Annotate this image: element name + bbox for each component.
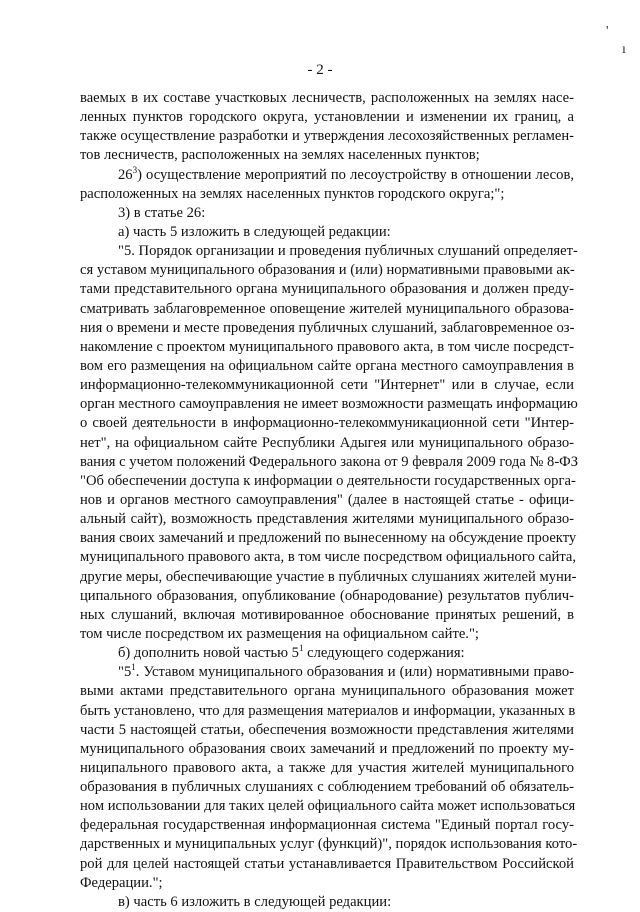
text-segment: б) дополнить новой частью 5 — [118, 645, 299, 662]
text-line — [80, 491, 574, 510]
text-line — [80, 625, 574, 644]
text-line — [80, 204, 574, 223]
text-line — [80, 242, 578, 261]
text-segment: другие меры, обеспечивающие участие в публичных слушаниях жителей муни- — [80, 568, 577, 585]
text-segment: дарственных и муниципальных услуг (функций)", порядок использования кото- — [80, 836, 578, 853]
text-line — [80, 568, 577, 587]
text-line — [80, 663, 574, 682]
text-line — [80, 261, 574, 280]
text-line — [80, 721, 574, 740]
text-segment: орган местного самоуправления не имеет возможности размещать информацию — [80, 396, 578, 413]
text-line — [80, 89, 574, 108]
text-segment: тами представительного органа муниципального образования и должен преду- — [80, 281, 574, 298]
text-line — [80, 874, 574, 893]
text-segment: информационно-телекоммуникационной сети "Интернет" или в случае, если — [80, 377, 574, 394]
text-line — [80, 357, 574, 376]
text-segment: выми актами представительного органа муниципального образования может — [80, 683, 574, 700]
text-segment: ленных пунктов городского округа, установлении и изменении их границ, а — [80, 109, 574, 126]
text-segment: вания своих замечаний и предложений по вынесенному на обсуждение проекту — [80, 530, 577, 547]
scan-mark: ' — [606, 24, 609, 39]
text-line — [80, 682, 574, 701]
text-line — [80, 816, 574, 835]
text-segment: ном использовании для таких целей официального сайта может использоваться — [80, 798, 576, 815]
text-line — [80, 127, 574, 146]
text-segment: сматривать заблаговременное оповещение жителей муниципального образова- — [80, 300, 574, 317]
text-segment: федеральная государственная информационная система "Единый портал госу- — [80, 817, 574, 834]
superscript: 3 — [132, 164, 138, 175]
text-segment: 26 — [118, 166, 133, 183]
text-line — [80, 300, 574, 319]
text-line — [80, 185, 574, 204]
text-line — [80, 472, 574, 491]
text-segment: а) часть 5 изложить в следующей редакции: — [118, 223, 391, 240]
text-segment: вом его размещения на официальном сайте органа местного самоуправления в — [80, 357, 574, 374]
text-line — [80, 587, 574, 606]
text-line — [80, 108, 574, 127]
text-line — [80, 702, 574, 721]
text-line — [80, 338, 574, 357]
text-line — [80, 414, 574, 433]
text-segment: также осуществление разработки и утверждения лесохозяйственных регламен- — [80, 128, 574, 145]
text-segment: "5. Порядок организации и проведения публичных слушаний определяет- — [118, 243, 578, 260]
text-line — [80, 510, 574, 529]
text-segment: вания с учетом положений Федерального закона от 9 февраля 2009 года № 8-ФЗ — [80, 453, 579, 470]
text-line — [80, 434, 574, 453]
text-line — [80, 395, 578, 414]
text-segment: расположенных на землях населенных пунктов городского округа;"; — [80, 185, 505, 202]
text-segment: муниципального образования своих замечаний и предложений по проекту му- — [80, 740, 574, 757]
text-segment: "5 — [118, 664, 132, 681]
text-line — [80, 453, 579, 472]
text-segment: ных слушаний, включая мотивированное обоснование принятых решений, в — [80, 606, 574, 623]
text-segment: образования в публичных слушаниях с соблюдением требований об обязатель- — [80, 779, 574, 796]
text-segment: ниципального правового акта, а также для участия жителей муниципального — [80, 759, 574, 776]
text-segment: "Об обеспечении доступа к информации о деятельности государственных орга- — [80, 472, 576, 489]
text-segment: ципального образования, опубликование (обнародование) результатов публич- — [80, 587, 574, 604]
text-segment: . Уставом муниципального образования и (или) нормативными право- — [135, 664, 574, 681]
scan-mark: ı — [622, 42, 626, 57]
text-segment: части 5 настоящей статьи, обеспечения возможности представления жителями — [80, 721, 574, 738]
text-segment: следующего содержания: — [303, 645, 465, 662]
text-segment: альный сайт), возможность представления жителями муниципального образо- — [80, 511, 574, 528]
text-line — [80, 166, 574, 185]
text-segment: о своей деятельности в информационно-телекоммуникационной сети "Интер- — [80, 415, 574, 432]
text-line — [80, 835, 578, 854]
text-line — [80, 778, 574, 797]
text-segment: Федерации."; — [80, 874, 163, 891]
page-number: - 2 - — [307, 62, 333, 78]
text-line — [80, 319, 574, 338]
text-segment: накомление с проектом муниципального правового акта, в том числе посредст- — [80, 338, 574, 355]
text-line — [80, 376, 574, 395]
text-line — [80, 797, 574, 816]
text-segment: быть установлено, что для размещения материалов и информации, указанных в — [80, 702, 576, 719]
text-segment: том числе посредством их размещения на официальном сайте."; — [80, 625, 479, 642]
document-body — [80, 89, 579, 912]
text-segment: ) осуществление мероприятий по лесоустройству в отношении лесов, — [137, 166, 574, 183]
text-line — [80, 529, 577, 548]
text-line — [80, 893, 574, 912]
text-segment: нов и органов местного самоуправления" (далее в настоящей статье - офици- — [80, 491, 574, 508]
text-line — [80, 740, 574, 759]
text-segment: ния о времени и месте проведения публичных слушаний, заблаговременное оз- — [80, 319, 575, 336]
text-line — [80, 759, 574, 778]
text-line — [80, 606, 574, 625]
text-line — [80, 280, 574, 299]
text-line — [80, 223, 574, 242]
text-segment: рой для целей настоящей статьи устанавливается Правительством Российской — [80, 855, 574, 872]
text-segment: тов лесничеств, расположенных на землях населенных пунктов; — [80, 147, 480, 164]
text-line — [80, 644, 574, 663]
text-segment: муниципального правового акта, в том числе посредством официального сайта, — [80, 549, 577, 566]
text-segment: в) часть 6 изложить в следующей редакции: — [118, 893, 392, 910]
text-line — [80, 855, 574, 874]
text-segment: ваемых в их составе участковых лесничеств, расположенных на землях насе- — [80, 90, 574, 106]
text-segment: нет", на официальном сайте Республики Адыгея или муниципального образо- — [80, 434, 574, 451]
text-segment: 3) в статье 26: — [118, 204, 206, 221]
text-line — [80, 146, 574, 165]
text-line — [80, 548, 577, 567]
superscript: 1 — [298, 643, 304, 654]
text-segment: ся уставом муниципального образования и (или) нормативными правовыми ак- — [80, 262, 575, 279]
superscript: 1 — [131, 662, 136, 673]
